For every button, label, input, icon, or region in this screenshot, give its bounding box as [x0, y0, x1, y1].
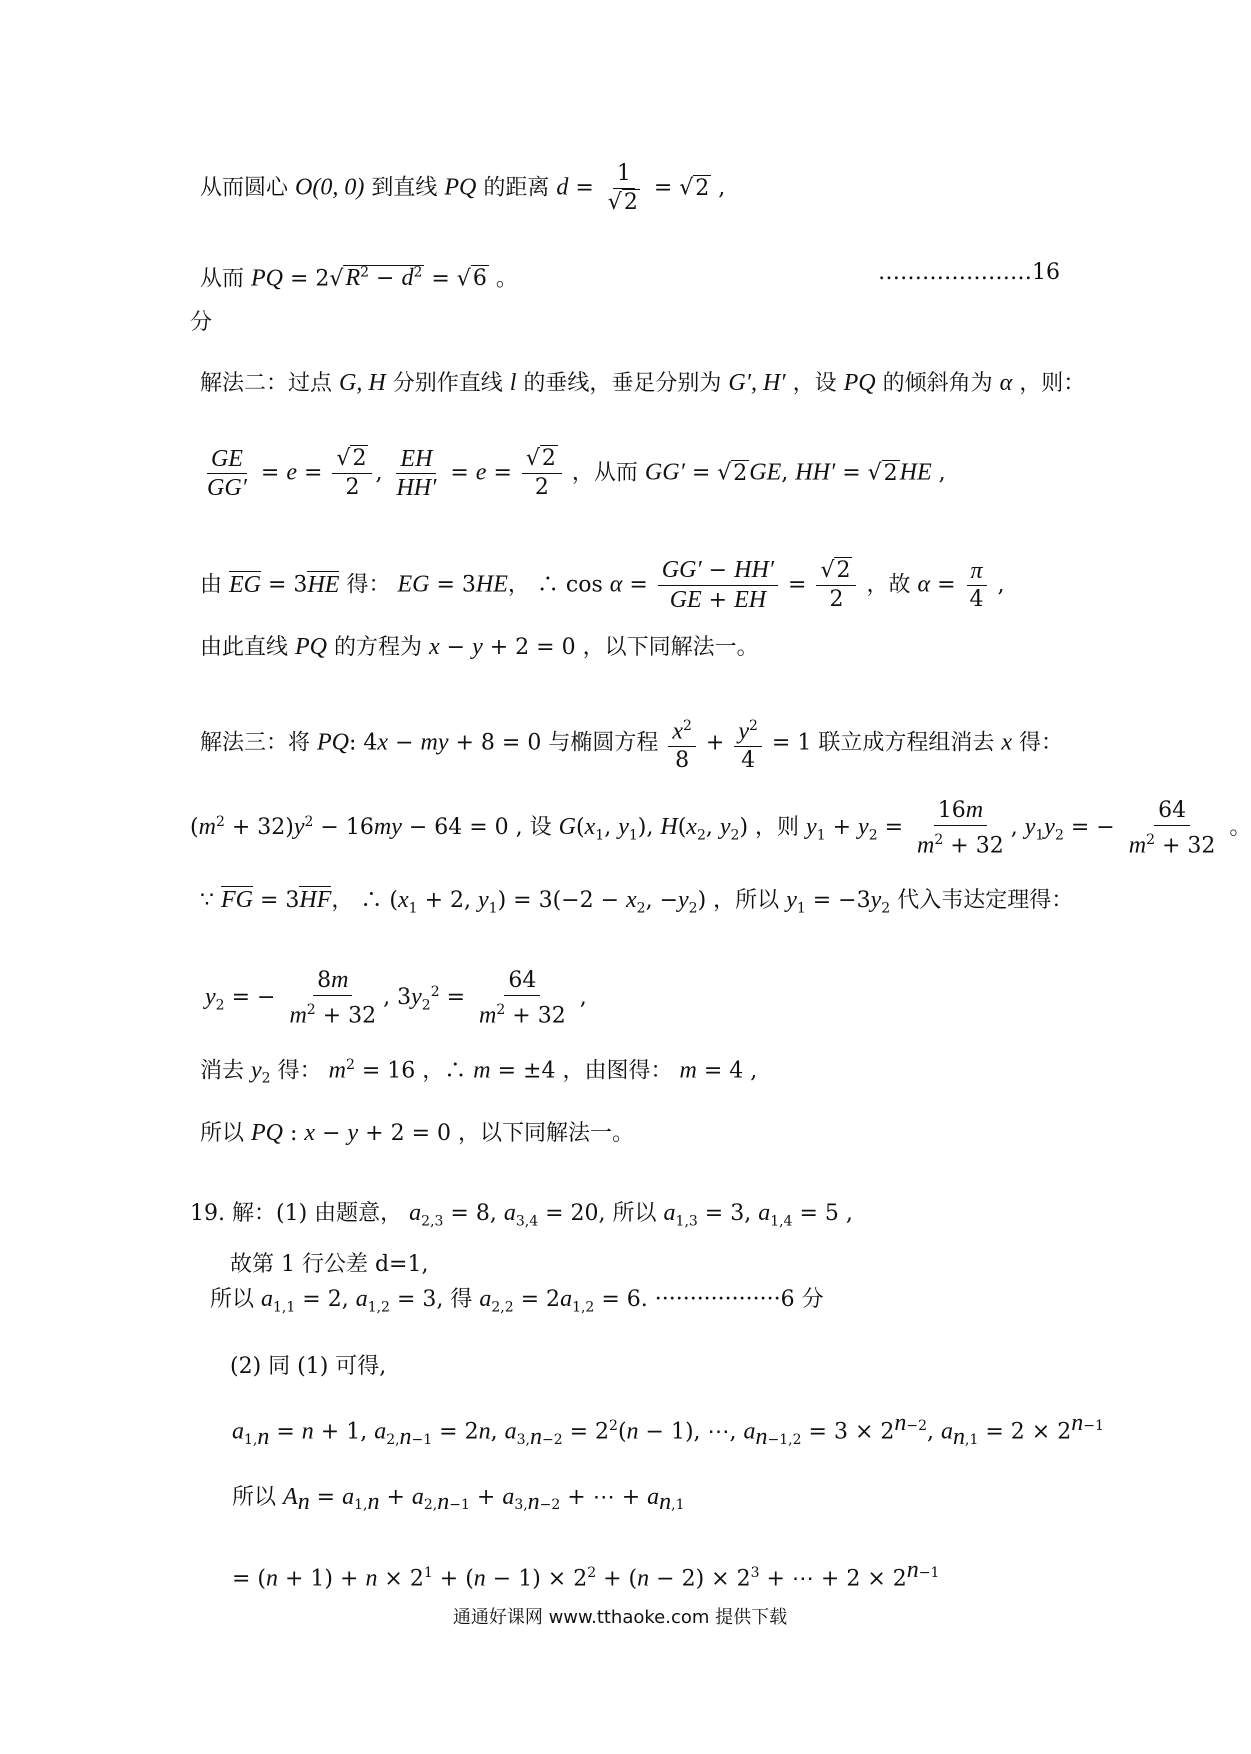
line-pq-length: 从而 PQ = $2√R^2 - d^2 = √6$ 。 — [200, 265, 518, 292]
line-vector: 由 EG = 3HE 得： EG = 3HE， ∴ cos α = $\frac{GG' - HH'}{GE + EH}$ = $\frac{√2}{2}$ ，故 α = $\frac{\pi}{4}$ , — [200, 557, 1005, 613]
line-An-expanded: = $(n + 1) + n \times 2^1 + (n - 1) \times 2^2 + (n - 2) \times 2^3$ + ⋯ + $2 \times 2^{n-1}$ — [232, 1557, 940, 1592]
line-y2: $y_2$ = − $\frac{8m}{m^2 + 32}$ , $3y_2^2$ = $\frac{64}{m^2 + 32}$ , — [205, 967, 587, 1029]
line-vieta: $(m^2 + 32)y^2 - 16my - 64 = 0$ , 设 $G(x_1$, $y_1$), $H(x_2$, $y_2$) ，则 $y_1 + y_2$ = $\frac{16m}{m^2 + 32}$ , $y_1y_2$ = − $\frac{64}{m^2 + 32}$ 。 — [190, 797, 1251, 859]
line-q19-part1: 19. 解：(1) 由题意， $a_{2,3} = 8$, $a_{3,4} = 20$, 所以 $a_{1,3} = 3$, $a_{1,4} = 5$ , — [190, 1200, 853, 1230]
score-dots: …………………16 — [878, 260, 1060, 285]
line-part2: (2) 同 (1) 可得, — [230, 1354, 387, 1379]
line-distance: 从而圆心 O(0, 0) 到直线 PQ 的距离 d = $\frac{1}{√2}$ = √2 , — [200, 161, 726, 215]
line-eliminate: 消去 $y_2$ 得： $m^2 = 16$ ，∴ m = ±4 ，由图得： m = 4 , — [200, 1057, 758, 1087]
line-method-two: 解法二：过点 G, H 分别作直线 l 的垂线，垂足分别为 G′, H′ ，设 PQ 的倾斜角为 α ，则： — [200, 370, 1086, 396]
line-pq-equation: 由此直线 PQ 的方程为 x − y + 2 = 0 ，以下同解法一。 — [200, 634, 759, 660]
score-unit: 分 — [190, 310, 213, 335]
line-pq-result: 所以 PQ : x − y + 2 = 0 ，以下同解法一。 — [200, 1120, 634, 1146]
page-footer: 通通好课网 www.tthaoke.com 提供下载 — [452, 1607, 788, 1628]
line-An: 所以 $A_n = a_{1,n} + a_{2,n-1} + a_{3,n-2}$ + ⋯ + $a_{n,1}$ — [232, 1484, 685, 1516]
fraction: $\frac{1}{√2}$ — [607, 161, 638, 215]
line-eccentricity: $\frac{GE}{GG'}$ = e = $\frac{√2}{2}$ , $\frac{EH}{HH'}$ = e = $\frac{√2}{2}$ ，从而 GG′ = √2GE, HH′ = √2HE , — [207, 446, 946, 501]
line-fg-hf: ∵ FG = 3HF， ∴ ($x_1 + 2$, $y_1) = 3(-2 - x_2$, $-y_2$) ，所以 $y_1 = -3y_2$ 代入韦达定理得： — [200, 887, 1074, 917]
line-common-difference: 故第 1 行公差 d=1, — [230, 1252, 429, 1277]
line-general-terms: $a_{1,n} = n + 1$, $a_{2,n-1} = 2n$, $a_{3,n-2} = 2^2(n - 1)$, ⋯, $a_{n-1,2} = 3 \times 2^{n-2}$, $a_{n,1} = 2 \times 2^{n-1}$ — [232, 1410, 1104, 1450]
line-a22: 所以 $a_{1,1} = 2$, $a_{1,2} = 3$, 得 $a_{2,2} = 2a_{1,2} = 6$. ··················6 分 — [210, 1286, 824, 1316]
line-method-three: 解法三：将 PQ: 4x − my + 8 = 0 与椭圆方程 $\frac{x^2}{8}$ + $\frac{y^2}{4}$ = 1 联立成方程组消去 x 得： — [200, 712, 1063, 775]
